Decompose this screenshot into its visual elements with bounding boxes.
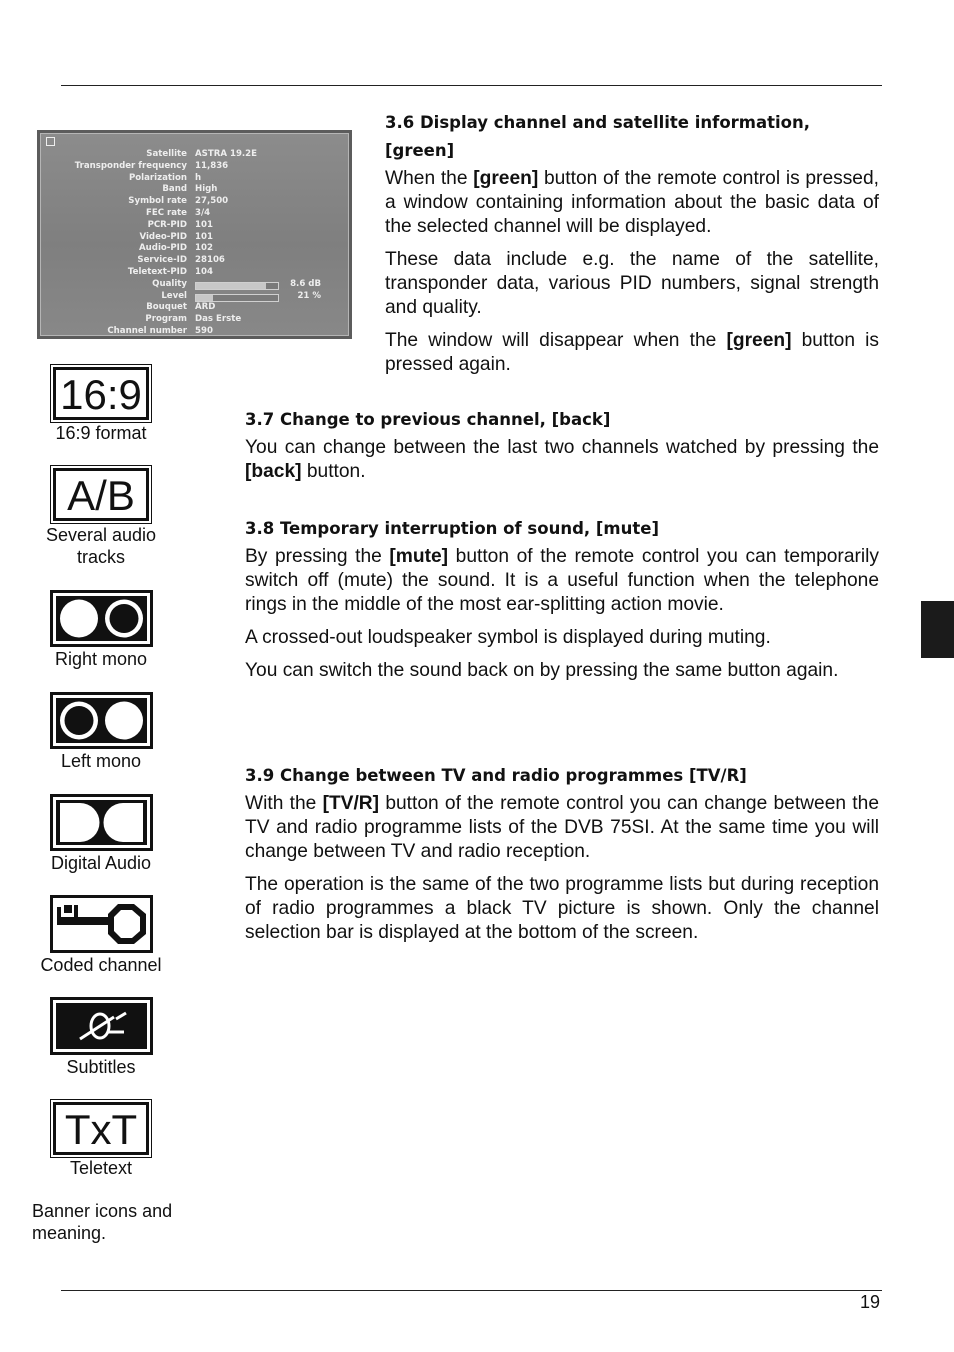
- digital-audio-svg: [50, 794, 153, 851]
- paragraph: The operation is the same of the two programme lists but during reception of radio programmes a black TV picture is shown. Only the channel selection bar is displayed at the bottom of the screen.: [245, 874, 879, 943]
- osd-label: Polarization: [128, 172, 187, 183]
- section-heading: 3.6 Display channel and satellite information, [green]: [385, 113, 811, 160]
- section-3-7: [245, 406, 879, 493]
- osd-row: [40, 220, 349, 232]
- teletext-icon: [53, 1102, 149, 1155]
- osd-value: 11,836: [195, 160, 229, 171]
- left-mono-svg: [50, 692, 153, 749]
- paragraph: The window will disappear when the [green] button is pressed again.: [385, 330, 879, 375]
- key-icon: [50, 895, 153, 953]
- osd-row: [40, 267, 349, 279]
- osd-value: 27,500: [195, 196, 229, 207]
- osd-label: Symbol rate: [128, 196, 187, 207]
- osd-value: 104: [195, 266, 213, 277]
- audio-tracks-symbol: A/B: [67, 472, 135, 519]
- signal-bar: [195, 282, 279, 290]
- osd-label: Teletext-PID: [127, 266, 187, 277]
- aspect-symbol: 16:9: [60, 371, 142, 418]
- subtitles-icon: [50, 997, 153, 1055]
- icon-caption: Left mono: [60, 751, 142, 771]
- osd-value: h: [195, 172, 202, 183]
- right-mono-icon: [50, 590, 153, 647]
- osd-label: Satellite: [146, 149, 187, 159]
- osd-row: [40, 173, 349, 185]
- icon-caption: Subtitles: [66, 1057, 136, 1077]
- icon-caption: Digital Audio: [50, 853, 152, 873]
- osd-row: [40, 279, 349, 291]
- header-rule: [61, 85, 882, 86]
- osd-row: [40, 161, 349, 173]
- osd-window-icon: [46, 137, 55, 146]
- osd-value: ARD: [195, 302, 216, 313]
- section-3-9: [245, 762, 879, 954]
- icon-caption: Teletext: [69, 1158, 133, 1178]
- teletext-symbol: TxT: [64, 1106, 138, 1153]
- osd-row: [40, 314, 349, 326]
- section-heading: 3.7 Change to previous channel, [back]: [245, 410, 611, 429]
- aspect-16-9-icon: [53, 367, 149, 420]
- osd-value: 28106: [195, 255, 225, 266]
- signal-bar: [195, 294, 279, 302]
- signal-bar-fill: [196, 283, 266, 289]
- osd-row: [40, 149, 349, 161]
- osd-row: [40, 255, 349, 267]
- osd-value: 8.6 dB: [290, 278, 321, 289]
- icon-caption: Several audio tracks: [45, 525, 157, 567]
- paragraph: You can change between the last two channels watched by pressing the [back] button.: [245, 437, 879, 482]
- osd-value: 590: [195, 325, 213, 336]
- osd-row: [40, 243, 349, 255]
- icon-caption: Right mono: [54, 649, 148, 669]
- osd-label: Level: [161, 290, 187, 301]
- chapter-tab: [921, 601, 954, 658]
- osd-value: ASTRA 19.2E: [195, 149, 258, 159]
- right-mono-svg: [50, 590, 153, 647]
- osd-label: Transponder frequency: [74, 160, 187, 171]
- icon-caption: 16:9 format: [55, 423, 147, 443]
- paragraph: These data include e.g. the name of the satellite, transponder data, various PID numbers, signal strength and quality.: [385, 249, 879, 318]
- osd-row: [40, 302, 349, 314]
- left-mono-icon: [50, 692, 153, 749]
- paragraph: With the [TV/R] button of the remote control you can change between the TV and radio programme lists of the DVB 75SI. At the same time you will change between TV and radio reception.: [245, 793, 879, 862]
- footer-rule: [61, 1290, 882, 1291]
- osd-value: 21 %: [297, 290, 321, 301]
- osd-label: Program: [145, 314, 187, 325]
- osd-label: PCR-PID: [147, 219, 187, 230]
- osd-row: [40, 232, 349, 244]
- osd-row: [40, 208, 349, 220]
- channel-info-screenshot: [37, 130, 352, 339]
- icon-caption: Coded channel: [40, 955, 162, 975]
- signal-bar-fill: [196, 295, 213, 301]
- digital-audio-icon: [50, 794, 153, 851]
- osd-value: 101: [195, 231, 213, 242]
- osd-label: Quality: [152, 278, 187, 289]
- section-heading: 3.8 Temporary interruption of sound, [mute]: [245, 519, 659, 538]
- page-number: 19: [859, 1292, 880, 1312]
- audio-tracks-icon: [53, 468, 149, 521]
- figure-caption: Banner icons and meaning.: [32, 1201, 173, 1243]
- paragraph: A crossed-out loudspeaker symbol is displayed during muting.: [245, 627, 771, 648]
- paragraph: When the [green] button of the remote control is pressed, a window containing information about the basic data of the selected channel will be displayed.: [385, 168, 879, 237]
- osd-value: High: [195, 184, 218, 195]
- osd-label: Band: [162, 184, 187, 195]
- osd-row: [40, 184, 349, 196]
- paragraph: By pressing the [mute] button of the remote control you can temporarily switch off (mute) the sound. It is a useful function when the telephone rings in the middle of the most ear-splitting action movie.: [245, 546, 879, 615]
- section-3-6: [385, 109, 879, 386]
- osd-label: FEC rate: [145, 207, 187, 218]
- osd-label: Service-ID: [137, 255, 187, 266]
- osd-label: Video-PID: [139, 231, 187, 242]
- osd-label: Channel number: [107, 325, 187, 336]
- osd-row: [40, 196, 349, 208]
- osd-label: Audio-PID: [139, 243, 187, 254]
- osd-row: [40, 326, 349, 338]
- osd-info-rows: [40, 149, 349, 338]
- osd-row: [40, 291, 349, 303]
- section-3-8: [245, 515, 879, 692]
- osd-value: 101: [195, 219, 213, 230]
- paragraph: You can switch the sound back on by pressing the same button again.: [245, 660, 839, 681]
- section-heading: 3.9 Change between TV and radio programmes [TV/R]: [245, 766, 747, 785]
- coded-channel-svg: [50, 895, 153, 953]
- subtitles-svg: [50, 997, 153, 1055]
- osd-value: 3/4: [195, 207, 211, 218]
- osd-value: 102: [195, 243, 213, 254]
- osd-value: Das Erste: [195, 314, 242, 325]
- osd-label: Bouquet: [146, 302, 187, 313]
